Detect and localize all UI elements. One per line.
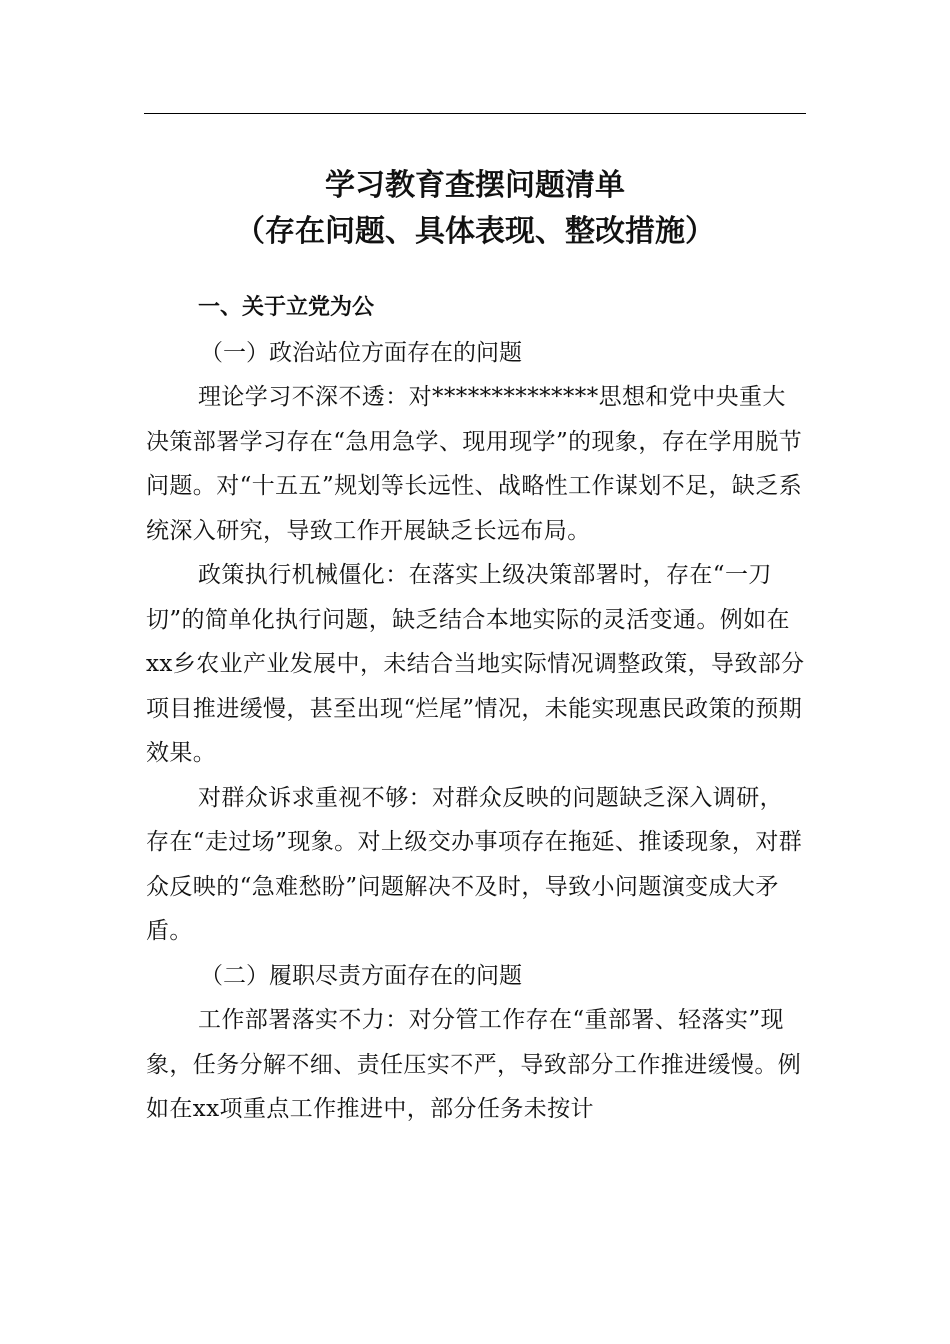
document-body [146,286,806,1132]
title-line-1: 学习教育查摆问题清单 [325,168,625,203]
subsection-heading-1: （一）政治站位方面存在的问题 [200,339,522,366]
paragraph-public-demands: 对群众诉求重视不够：对群众反映的问题缺乏深入调研，存在“走过场”现象。对上级交办事项存在拖延、推诿现象，对群众反映的“急难愁盼”问题解决不及时，导致小问题演变成大矛盾。 [146,784,803,944]
header-rule [144,113,806,114]
paragraph-work-implementation: 工作部署落实不力：对分管工作存在“重部署、轻落实”现象，任务分解不细、责任压实不严，导致部分工作推进缓慢。例如在xx项重点工作推进中，部分任务未按计 [146,1007,802,1122]
document-title [144,163,806,255]
subsection-heading-2: （二）履职尽责方面存在的问题 [200,962,522,989]
paragraph-theory-study: 理论学习不深不透：对**************思想和党中央重大决策部署学习存在“急用急学、现用现学”的现象，存在学用脱节问题。对“十五五”规划等长远性、战略性工作谋划不足，缺乏系统深入研究，导致工作开展缺乏长远布局。 [146,384,803,544]
paragraph-policy-execution: 政策执行机械僵化：在落实上级决策部署时，存在“一刀切”的简单化执行问题，缺乏结合本地实际的灵活变通。例如在xx乡农业产业发展中，未结合当地实际情况调整政策，导致部分项目推进缓慢，甚至出现“烂尾”情况，未能实现惠民政策的预期效果。 [146,562,805,766]
section-heading-1: 一、关于立党为公 [198,295,375,320]
title-line-2: （存在问题、具体表现、整改措施） [235,214,715,249]
